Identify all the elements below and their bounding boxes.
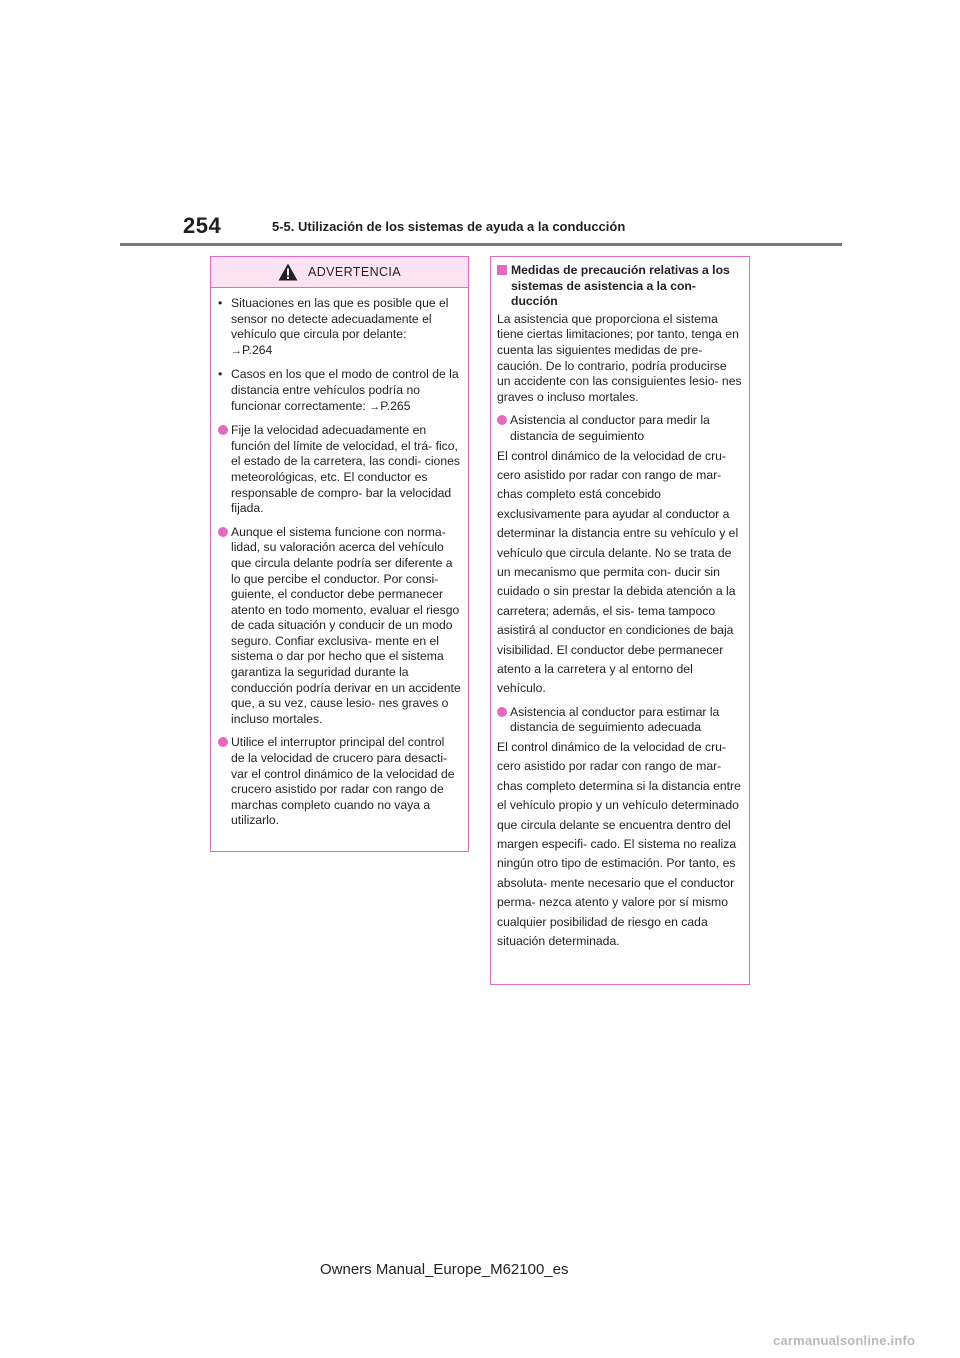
caution-intro: La asistencia que proporciona el sistema tiene ciertas limitaciones; por tanto, tenga en cuenta las siguientes medidas de pre- caución. De lo contrario, podría producirse un accidente con las consiguientes lesio- nes graves o incluso mortales. [497,311,742,404]
bullet-marker: • [218,367,223,382]
warning-dot-item [218,525,461,728]
caution-item-body: El control dinámico de la velocidad de cru- cero asistido por radar con rango de mar- chas completo determina si la distancia entre el vehículo propio y un vehículo determinado que circula delante se encuentra dentro del margen especifi- cado. El sistema no realiza ningún otro tipo de estimación. Por tanto, es absoluta- mente necesario que el conductor perma- nezca atento y valore por sí mismo cualquier posibilidad de riesgo en cada situación determinada. [497,740,741,949]
pink-dot-icon [218,527,228,537]
warning-box [210,256,469,852]
caution-item-title-text: Asistencia al conductor para estimar la distancia de seguimiento adecuada [510,704,720,735]
page-reference[interactable]: P.264 [242,342,273,357]
warning-header [211,257,468,288]
caution-heading [497,263,743,310]
page-reference[interactable]: P.265 [380,398,411,413]
warning-triangle-icon [278,263,298,281]
pink-dot-icon [218,425,228,435]
pink-dot-icon [218,737,228,747]
arrow-right-icon: → [231,344,242,357]
section-title: 5-5. Utilización de los sistemas de ayuda a la conducción [272,219,626,234]
arrow-right-icon: → [369,400,381,413]
warning-dot-text: Utilice el interruptor principal del control de la velocidad de crucero para desacti- var el control dinámico de la velocidad de crucero asistido por radar con rango de marchas completo cuando no vaya a utilizarlo. [231,735,455,828]
caution-body [491,257,749,951]
bullet-marker: • [218,296,223,310]
warning-item-text: Casos en los que el modo de control de la distancia entre vehículos podría no funcionar correctamente: [231,367,459,413]
warning-dot-item [218,735,461,829]
pink-dot-icon [497,415,507,425]
page-number: 254 [183,213,222,238]
caution-item-title [497,705,743,736]
caution-item-body: El control dinámico de la velocidad de cru- cero asistido por radar con rango de mar- chas completo está concebido exclusivamente para ayudar al conductor a determinar la distancia entre su vehículo y el vehículo que circula delante. No se trata de un mecanismo que permita con- ducir sin cuidado o sin prestar la debida atención a la carretera; además, el sis- tema tampoco asistirá al conductor en condiciones de baja visibilidad. El conductor debe permanecer atento a la carretera y al entorno del vehículo. [497,448,739,696]
caution-item-title [497,413,743,444]
warning-dash-item [218,367,461,415]
header-rule [120,243,842,246]
watermark[interactable]: carmanualsonline.info [773,1333,916,1348]
caution-item-title-text: Asistencia al conductor para medir la distancia de seguimiento [510,413,710,443]
warning-dot-item [218,423,461,517]
warning-body [211,288,468,829]
caution-box [490,256,750,985]
pink-square-icon [497,265,507,275]
warning-dot-text: Aunque el sistema funcione con norma- lidad, su valoración acerca del vehículo que circula delante podría ser diferente a lo que percibe el conductor. Por consi- guiente, el conductor debe permanecer atento en todo momento, evaluar el riesgo de cada situación y conducir de un modo seguro. Confiar exclusiva- mente en el sistema o dar por hecho que el sistema garantiza la seguridad durante la conducción podría derivar en un accidente que, a su vez, cause lesio- nes graves o incluso mortales. [231,524,461,726]
warning-title: ADVERTENCIA [307,265,402,279]
warning-item-text: Situaciones en las que es posible que el sensor no detecte adecuadamente el vehículo que circula por delante: [231,296,449,342]
warning-dash-item [218,296,461,359]
pink-dot-icon [497,707,507,717]
caution-heading-text: Medidas de precaución relativas a los sistemas de asistencia a la con- ducción [511,263,730,309]
warning-dot-text: Fije la velocidad adecuadamente en función del límite de velocidad, el trá- fico, el estado de la carretera, las condi- ciones meteorológicas, etc. El conductor es responsable de compro- bar la velocidad fijada. [231,423,460,516]
footer-text: Owners Manual_Europe_M62100_es [320,1261,569,1278]
